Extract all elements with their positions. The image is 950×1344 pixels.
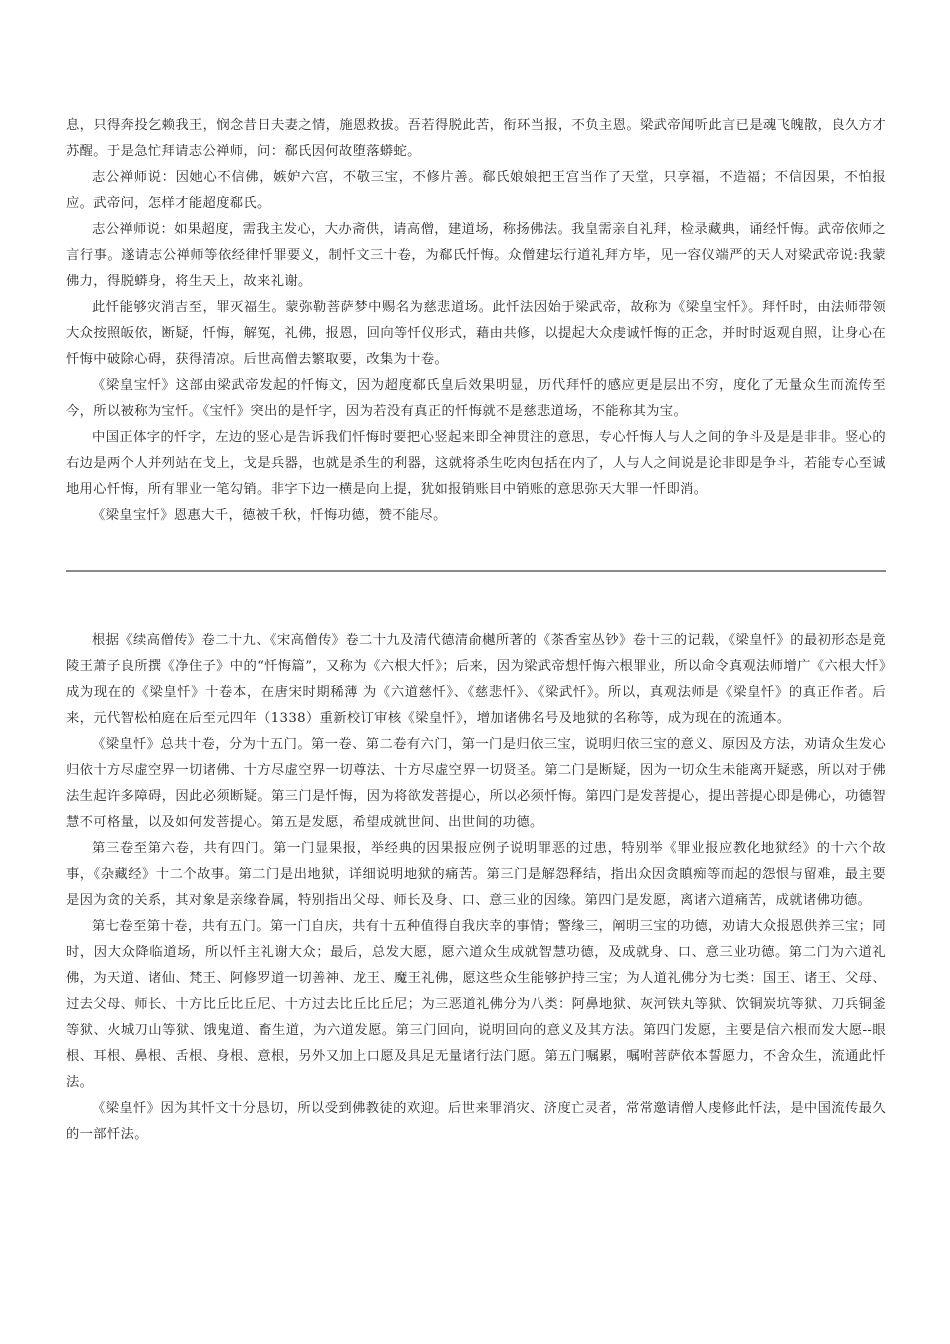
paragraph: 《梁皇忏》因为其忏文十分恳切，所以受到佛教徒的欢迎。后世来罪消灾、济度亡灵者，常常邀请僧人虔修此忏法，是中国流传最久的一部忏法。 bbox=[66, 1101, 886, 1142]
paragraph: 根据《续高僧传》卷二十九、《宋高僧传》卷二十九及清代德清俞樾所著的《茶香室丛钞》卷十三的记载，《梁皇忏》的最初形态是竟陵王萧子良所撰《净住子》中的“忏悔篇”，又称为《六根大忏》；后来，因为梁武帝想忏悔六根罪业，所以命令真观法师增广《六根大忏》成为现在的《梁皇忏》十卷本，在唐宋时期稀薄 为《六道慈忏》、《慈悲忏》、《梁武忏》。所以，真观法师是《梁皇忏》的真正作者。后来，元代智松柏庭在后至元四年（1338）重新校订审核《梁皇忏》，增加诸佛名号及地狱的名称等，成为现在的流通本。 bbox=[66, 633, 886, 726]
paragraph: 《梁皇宝忏》恩惠大千，德被千秋，忏悔功德，赞不能尽。 bbox=[92, 508, 447, 523]
paragraph: 中国正体字的忏字，左边的竖心是告诉我们忏悔时要把心竖起来即全神贯注的意思，专心忏悔人与人之间的争斗及是是非非。竖心的右边是两个人并列站在戈上，戈是兵器，也就是杀生的利器，这就将杀生吃肉包括在内了，人与人之间说是论非即是争斗，若能专心至诚地用心忏悔，所有罪业一笔勾销。非字下边一横是向上提，犹如报销账目中销账的意思弥天大罪一忏即消。 bbox=[66, 430, 886, 497]
paragraph: 志公禅师说：如果超度，需我主发心，大办斋供，请高僧，建道场，称扬佛法。我皇需亲自礼拜，检录藏典，诵经忏悔。武帝依师之言行事。遂请志公禅师等依经律忏罪要义，制忏文三十卷，为郗氏忏悔。众僧建坛行道礼拜方毕，见一容仪端严的天人对梁武帝说:我蒙佛力，得脱蟒身，将生天上，故来礼谢。 bbox=[66, 222, 886, 289]
text-section-1 bbox=[66, 113, 886, 529]
paragraph: 第七卷至第十卷，共有五门。第一门自庆，共有十五种值得自我庆幸的事情；警缘三，阐明三宝的功德，劝请大众报恩供养三宝；同时，因大众降临道场，所以忏主礼谢大众；最后，总发大愿，愿六道众生成就智慧功德，及成就身、口、意三业功德。第二门为六道礼佛，为天道、诸仙、梵王、阿修罗道一切善神、龙王、魔王礼佛，愿这些众生能够护持三宝；为人道礼佛分为七类：国王、诸王、父母、过去父母、师长、十方比丘比丘尼、十方过去比丘比丘尼；为三恶道礼佛分为八类：阿鼻地狱、灰河铁丸等狱、饮铜炭坑等狱、刀兵铜釜等狱、火城刀山等狱、饿鬼道、畜生道，为六道发愿。第三门回向，说明回向的意义及其方法。第四门发愿，主要是信六根而发大愿--眼根、耳根、鼻根、舌根、身根、意根，另外又加上口愿及具足无量诸行法门愿。第五门嘱累，嘱咐菩萨依本誓愿力，不舍众生，流通此忏法。 bbox=[66, 919, 886, 1090]
paragraph: 志公禅师说：因她心不信佛，嫉妒六宫，不敬三宝，不修片善。郗氏娘娘把王宫当作了天堂，只享福，不造福；不信因果，不怕报应。武帝问，怎样才能超度郗氏。 bbox=[66, 170, 886, 211]
text-section-2 bbox=[66, 628, 886, 1148]
paragraph: 《梁皇忏》总共十卷，分为十五门。第一卷、第二卷有六门，第一门是归依三宝，说明归依三宝的意义、原因及方法，劝请众生发心归依十方尽虚空界一切诸佛、十方尽虚空界一切尊法、十方尽虚空界一切贤圣。第二门是断疑，因为一切众生未能离开疑惑，所以对于佛法生起许多障碍，因此必须断疑。第三门是忏悔，因为将欲发菩提心，所以必须忏悔。第四门是发菩提心，提出菩提心即是佛心，功德智慧不可格量，以及如何发菩提心。第五是发愿，希望成就世间、出世间的功德。 bbox=[66, 737, 886, 830]
paragraph: 此忏能够灾消吉至，罪灭福生。蒙弥勒菩萨梦中赐名为慈悲道场。此忏法因始于梁武帝，故称为《梁皇宝忏》。拜忏时，由法师带领大众按照皈依，断疑，忏悔，解冤，礼佛，报恩，回向等忏仪形式，藉由共修，以提起大众虔诚忏悔的正念，并时时返观自照，让身心在忏悔中破除心碍，获得清凉。后世高僧去繁取要，改集为十卷。 bbox=[66, 300, 886, 367]
paragraph: 第三卷至第六卷，共有四门。第一门显果报，举经典的因果报应例子说明罪恶的过患，特别举《罪业报应教化地狱经》的十六个故事，《杂藏经》十二个故事。第二门是出地狱，详细说明地狱的痛苦。第三门是解怨释结，指出众因贪瞋痴等而起的怨恨与留难，最主要是因为贪的关系，其对象是亲缘眷属，特别指出父母、师长及身、口、意三业的因缘。第四门是发愿，离诸六道痛苦，成就诸佛功德。 bbox=[66, 841, 886, 908]
horizontal-divider bbox=[66, 570, 886, 572]
paragraph: 《梁皇宝忏》这部由梁武帝发起的忏悔文，因为超度郗氏皇后效果明显，历代拜忏的感应更是层出不穷，度化了无量众生而流传至今，所以被称为宝忏。《宝忏》突出的是忏字，因为若没有真正的忏悔就不是慈悲道场，不能称其为宝。 bbox=[66, 378, 886, 419]
paragraph: 息，只得奔投乞赖我王，悯念昔日夫妻之情，施恩救拔。吾若得脱此苦，衔环当报，不负主恩。梁武帝闻听此言已是魂飞魄散，良久方才苏醒。于是急忙拜请志公禅师，问：郗氏因何故堕落蟒蛇。 bbox=[66, 118, 886, 159]
